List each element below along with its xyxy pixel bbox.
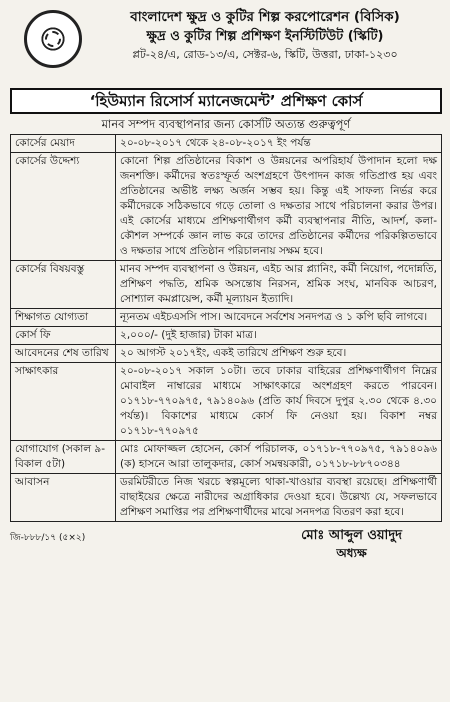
table-row — [11, 474, 442, 522]
institute-name: ক্ষুদ্র ও কুটির শিল্প প্রশিক্ষণ ইনস্টিটিউট (স্কিটি) — [146, 29, 384, 44]
row-value: ডরমিটরীতে নিজ খরচে স্বল্পমূল্যে থাকা-খাওয়ার ব্যবস্থা রয়েছে। প্রশিক্ষণার্থী বাছাইয়ের ক্ষেত্রে নারীদের অগ্রাধিকার দেওয়া হবে। উল্লেখ্য যে, সফলভাবে প্রশিক্ষণ সমাপ্তির পর প্রশিক্ষণার্থীদের মাঝে সনদপত্র বিতরণ করা হবে। — [116, 474, 442, 522]
row-value: ২,০০০/- (দুই হাজার) টাকা মাত্র। — [116, 327, 442, 345]
signatory-title: অধ্যক্ষ — [336, 546, 367, 560]
row-value: ২০-০৮-২০১৭ সকাল ১০টা। তবে ঢাকার বাহিরের প্রশিক্ষণার্থীগণ নিম্নের মোবাইল নাম্বারের মাধ্যমে সাক্ষাৎকারে অংশগ্রহণ করতে পারবেন। ০১৭১৮-৭৭০৯৭৫, ৭৯১৪০৯৬ (প্রতি কার্য দিবসে দুপুর ২.৩০ থেকে ৪.৩০ পর্যন্ত)। বিকাশের মাধ্যমে কোর্স ফি নেওয়া হয়। বিকাশ নম্বর ০১৭১৮-৭৭০৯৭৫ — [116, 363, 442, 441]
row-label: কোর্সের বিষয়বস্তু — [11, 261, 116, 309]
row-value: কোনো শিল্প প্রতিষ্ঠানের বিকাশ ও উন্নয়নের অপরিহার্য উপাদান হলো দক্ষ জনশক্তি। কর্মীদের স্বতঃস্ফূর্ত অংশগ্রহণে উৎপাদন কাজ গতিপ্রাপ্ত হয় এবং প্রতিষ্ঠানের অভীষ্ট লক্ষ্য অর্জন সম্ভব হয়। কিন্তু এই সাফল্য নির্ভর করে কর্মীদেরকে সঠিকভাবে গড়ে তোলা ও দক্ষতার সাথে পরিচালনা করার উপর। এই কোর্সের মাধ্যমে প্রশিক্ষণার্থীগণ কর্মী ব্যবস্থাপনার নীতি, আদর্শ, কলা-কৌশল সম্পর্কে জ্ঞান লাভ করে তাদের প্রতিষ্ঠানের কর্মীদের পরিকল্পিতভাবে ও দক্ষতার সাথে প্রতিষ্ঠান পরিচালনায় সক্ষম হবে। — [116, 153, 442, 261]
row-label: আবাসন — [11, 474, 116, 522]
table-row — [11, 327, 442, 345]
row-label: যোগাযোগ (সকাল ৯-বিকাল ৫টা) — [11, 441, 116, 474]
address: প্লট-২৪/এ, রোড-১৩/এ, সেক্টর-৬, স্কিটি, উত্তরা, ঢাকা-১২৩০ — [132, 48, 398, 61]
row-value: ন্যূনতম এইচএসসি পাস। আবেদনে সর্বশেষ সনদপত্র ও ১ কপি ছবি লাগবে। — [116, 309, 442, 327]
row-value: ২০ আগস্ট ২০১৭ইং, একই তারিখে প্রশিক্ষণ শুরু হবে। — [116, 345, 442, 363]
reference-number: জি-৮৮৮/১৭ (৫×২) — [10, 533, 86, 543]
row-label: শিক্ষাগত যোগ্যতা — [11, 309, 116, 327]
row-label: কোর্সের উদ্দেশ্য — [11, 153, 116, 261]
course-details-table — [10, 134, 442, 522]
table-row — [11, 153, 442, 261]
row-label: আবেদনের শেষ তারিখ — [11, 345, 116, 363]
row-value: ২০-০৮-২০১৭ থেকে ২৪-০৮-২০১৭ ইং পর্যন্ত — [116, 135, 442, 153]
course-title-banner: ‘হিউম্যান রিসোর্স ম্যানেজমেন্ট’ প্রশিক্ষণ কোর্স — [10, 88, 442, 114]
row-label: সাক্ষাৎকার — [11, 363, 116, 441]
advertisement — [10, 6, 442, 696]
organization-block — [92, 8, 438, 64]
table-row — [11, 261, 442, 309]
row-label: কোর্স ফি — [11, 327, 116, 345]
table-row — [11, 135, 442, 153]
row-label: কোর্সের মেয়াদ — [11, 135, 116, 153]
table-row — [11, 363, 442, 441]
signatory-name: মোঃ আব্দুল ওয়াদুদ — [301, 528, 402, 543]
table-row — [11, 309, 442, 327]
subtitle: মানব সম্পদ ব্যবস্থাপনার জন্য কোর্সটি অত্যন্ত গুরুত্বপূর্ণ — [101, 117, 351, 131]
org-name: বাংলাদেশ ক্ষুদ্র ও কুটির শিল্প করপোরেশন (বিসিক) — [130, 9, 400, 25]
table-row — [11, 441, 442, 474]
bscic-logo — [24, 10, 82, 68]
signature-block — [301, 526, 402, 562]
header — [10, 6, 442, 80]
footer — [10, 526, 442, 572]
row-value: মানব সম্পদ ব্যবস্থাপনা ও উন্নয়ন, এইচ আর প্ল্যানিং, কর্মী নিয়োগ, পদোন্নতি, প্রশিক্ষণ পদ্ধতি, শ্রমিক অসন্তোষ নিরসন, শ্রমিক সংঘ, মানবিক আচরণ, সোশ্যাল কমপ্লায়েন্স, কর্মী মূল্যায়ন ইত্যাদি। — [116, 261, 442, 309]
row-value: মোঃ মোফাজ্জল হোসেন, কোর্স পরিচালক, ০১৭১৮-৭৭০৯৭৫, ৭৯১৪০৯৬ (ক) হাসনে আরা তালুকদার, কোর্স সমন্বয়কারী, ০১৭১৮-৮৮৭০৩৪৪ — [116, 441, 442, 474]
table-row — [11, 345, 442, 363]
